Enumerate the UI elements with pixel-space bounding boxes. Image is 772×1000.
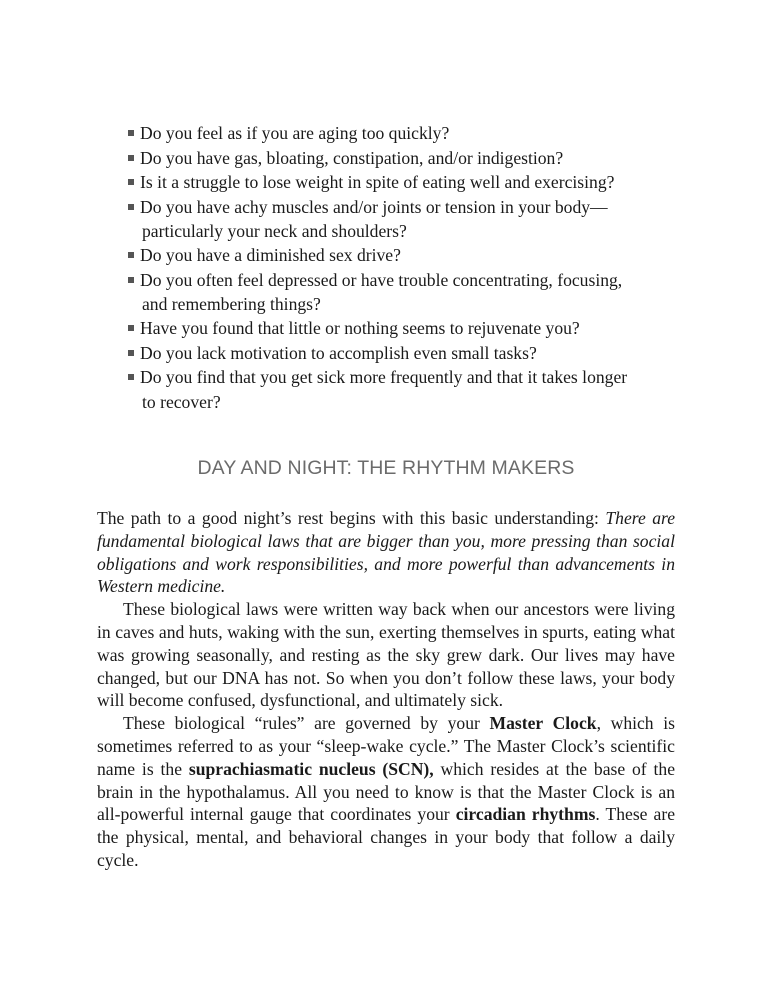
paragraph-intro — [97, 507, 675, 598]
question-text: Do you feel as if you are aging too quickly? — [140, 123, 450, 143]
paragraph-text: These biological “rules” are governed by your — [123, 713, 490, 734]
question-text: Do you often feel depressed or have trouble concentrating, focusing, — [140, 269, 623, 290]
list-item — [128, 243, 688, 267]
list-item — [128, 268, 688, 316]
body-text — [97, 507, 675, 872]
question-text-continued: and remembering things? — [142, 293, 321, 314]
question-text: Do you have gas, bloating, constipation, and/or indigestion? — [140, 147, 564, 168]
question-text-continued: to recover? — [142, 391, 221, 412]
square-bullet-icon — [128, 130, 134, 136]
bold-term-scn: suprachiasmatic nucleus (SCN), — [188, 758, 434, 779]
square-bullet-icon — [128, 204, 134, 210]
question-text: Do you find that you get sick more frequently and that it takes longer — [140, 367, 628, 388]
paragraph-master-clock — [97, 712, 675, 872]
paragraph-text: , which is sometimes referred to as your “sleep-wake cycle.” The Master Clock’s scientific name is the — [97, 713, 675, 779]
list-item — [128, 170, 688, 194]
square-bullet-icon — [128, 374, 134, 380]
list-item — [128, 195, 688, 243]
square-bullet-icon — [128, 252, 134, 258]
question-text: Is it a struggle to lose weight in spite of eating well and exercising? — [140, 172, 615, 192]
question-text: Do you lack motivation to accomplish even small tasks? — [140, 342, 537, 363]
list-item — [128, 146, 688, 170]
square-bullet-icon — [128, 277, 134, 283]
paragraph-ancestors: These biological laws were written way back when our ancestors were living in caves and huts, waking with the sun, exerting themselves in spurts, eating what was growing seasonally, and resting as the sky grew dark. Our lives may have changed, but our DNA has not. So when you don’t follow these laws, your body will become confused, dysfunctional, and ultimately sick. — [97, 599, 675, 711]
question-text: Do you have a diminished sex drive? — [140, 245, 401, 266]
section-heading: DAY AND NIGHT: THE RHYTHM MAKERS — [197, 457, 575, 479]
square-bullet-icon — [128, 350, 134, 356]
paragraph-text: which resides at the base of the brain in the hypothalamus. All you need to know is that the Master Clock is an all-powerful internal gauge that coordinates your — [97, 758, 675, 825]
question-text: Do you have achy muscles and/or joints or tension in your body— — [140, 196, 608, 217]
list-item — [128, 316, 688, 340]
bold-term-master-clock: Master Clock — [489, 713, 597, 734]
square-bullet-icon — [128, 155, 134, 161]
paragraph-text: . These are the physical, mental, and behavioral changes in your body that follow a daily cycle. — [97, 804, 675, 870]
question-text: Have you found that little or nothing seems to rejuvenate you? — [140, 318, 580, 339]
square-bullet-icon — [128, 179, 134, 185]
question-list — [128, 121, 688, 414]
bold-term-circadian-rhythms: circadian rhythms — [455, 804, 596, 825]
question-text-continued: particularly your neck and shoulders? — [142, 220, 407, 241]
list-item — [128, 365, 688, 413]
square-bullet-icon — [128, 325, 134, 331]
list-item — [128, 121, 688, 145]
paragraph-text: The path to a good night’s rest begins with this basic understanding: — [97, 508, 606, 528]
list-item — [128, 341, 688, 365]
italic-emphasis: There are fundamental biological laws that are bigger than you, more pressing than social obligations and work responsibilities, and more powerful than advancements in Western medicine. — [97, 508, 675, 597]
